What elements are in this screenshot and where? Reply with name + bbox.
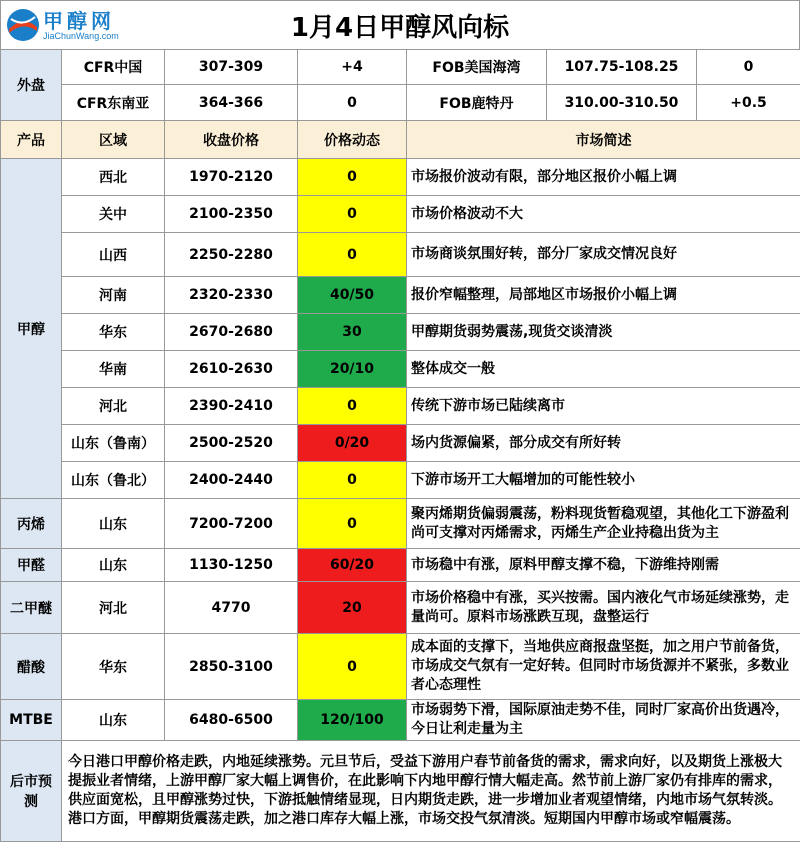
outer-chg2: 0 — [697, 50, 800, 85]
methanol-row — [1, 314, 800, 351]
price-cell: 1970-2120 — [165, 159, 298, 196]
methanol-row — [1, 277, 800, 314]
region-cell: 山西 — [62, 233, 165, 277]
product-row — [1, 582, 800, 634]
region-cell: 山东 — [62, 499, 165, 549]
change-cell: 0 — [298, 233, 407, 277]
region-cell: 华东 — [62, 314, 165, 351]
summary-cell: 市场价格波动不大 — [407, 196, 800, 233]
summary-cell: 市场价格稳中有涨，买兴按需。国内液化气市场延续涨势，走量尚可。原料市场涨跌互现，盘整运行 — [407, 582, 800, 634]
outer-label: 外盘 — [1, 50, 62, 121]
forecast-row — [1, 741, 800, 842]
region-cell: 山东 — [62, 549, 165, 582]
outer-price2: 107.75-108.25 — [547, 50, 697, 85]
region-cell: 河北 — [62, 582, 165, 634]
header-region: 区域 — [62, 121, 165, 159]
region-cell: 河南 — [62, 277, 165, 314]
price-cell: 2320-2330 — [165, 277, 298, 314]
price-cell: 7200-7200 — [165, 499, 298, 549]
change-cell: 20/10 — [298, 351, 407, 388]
outer-name2: FOB鹿特丹 — [407, 85, 547, 121]
product-cell: MTBE — [1, 700, 62, 741]
main-table — [0, 49, 800, 842]
product-cell: 甲醇 — [1, 159, 62, 499]
header — [0, 0, 800, 49]
column-header-row — [1, 121, 800, 159]
region-cell: 关中 — [62, 196, 165, 233]
region-cell: 西北 — [62, 159, 165, 196]
change-cell: 0 — [298, 196, 407, 233]
change-cell: 40/50 — [298, 277, 407, 314]
price-cell: 2250-2280 — [165, 233, 298, 277]
change-cell: 0 — [298, 634, 407, 700]
change-cell: 20 — [298, 582, 407, 634]
summary-cell: 市场弱势下滑，国际原油走势不佳，同时厂家高价出货遇冷，今日让利走量为主 — [407, 700, 800, 741]
outer-name1: CFR中国 — [62, 50, 165, 85]
product-cell: 甲醛 — [1, 549, 62, 582]
price-cell: 2390-2410 — [165, 388, 298, 425]
price-cell: 2850-3100 — [165, 634, 298, 700]
outer-row — [1, 50, 800, 85]
change-cell: 0 — [298, 462, 407, 499]
outer-chg2: +0.5 — [697, 85, 800, 121]
region-cell: 华东 — [62, 634, 165, 700]
outer-price1: 364-366 — [165, 85, 298, 121]
outer-row — [1, 85, 800, 121]
summary-cell: 成本面的支撑下，当地供应商报盘坚挺，加之用户节前备货，市场成交气氛有一定好转。但同时市场货源并不紧张，多数业者心态理性 — [407, 634, 800, 700]
summary-cell: 场内货源偏紧，部分成交有所好转 — [407, 425, 800, 462]
summary-cell: 市场报价波动有限，部分地区报价小幅上调 — [407, 159, 800, 196]
summary-cell: 整体成交一般 — [407, 351, 800, 388]
product-cell: 丙烯 — [1, 499, 62, 549]
price-cell: 1130-1250 — [165, 549, 298, 582]
forecast-text: 今日港口甲醇价格走跌，内地延续涨势。元旦节后，受益下游用户春节前备货的需求，需求向好，以及期货上涨极大提振业者情绪，上游甲醇厂家大幅上调售价，在此影响下内地甲醇行情大幅走高。然节前上游厂家仍有排库的需求，供应面宽松，且甲醇涨势过快，下游抵触情绪显现，日内期货走跌，进一步增加业者观望情绪，内地市场气氛转淡。港口方面，甲醇期货震荡走跌，加之港口库存大幅上涨，市场交投气氛清淡。短期国内甲醇市场或窄幅震荡。 — [62, 741, 800, 842]
summary-cell: 下游市场开工大幅增加的可能性较小 — [407, 462, 800, 499]
change-cell: 120/100 — [298, 700, 407, 741]
region-cell: 河北 — [62, 388, 165, 425]
page-title: 1月4日甲醇风向标 — [290, 13, 510, 43]
outer-name1: CFR东南亚 — [62, 85, 165, 121]
methanol-row — [1, 159, 800, 196]
product-row — [1, 634, 800, 700]
methanol-row — [1, 196, 800, 233]
price-cell: 4770 — [165, 582, 298, 634]
price-cell: 2610-2630 — [165, 351, 298, 388]
header-close: 收盘价格 — [165, 121, 298, 159]
summary-cell: 聚丙烯期货偏弱震荡，粉料现货暂稳观望，其他化工下游盈利尚可支撑对丙烯需求，丙烯生产企业持稳出货为主 — [407, 499, 800, 549]
change-cell: 0 — [298, 388, 407, 425]
price-cell: 2500-2520 — [165, 425, 298, 462]
summary-cell: 甲醇期货弱势震荡,现货交谈清淡 — [407, 314, 800, 351]
product-cell: 二甲醚 — [1, 582, 62, 634]
outer-price2: 310.00-310.50 — [547, 85, 697, 121]
logo-en: JiaChunWang.com — [43, 31, 119, 41]
forecast-label: 后市预测 — [1, 741, 62, 842]
header-product: 产品 — [1, 121, 62, 159]
header-summary: 市场简述 — [407, 121, 800, 159]
price-cell: 2400-2440 — [165, 462, 298, 499]
product-row — [1, 549, 800, 582]
region-cell: 华南 — [62, 351, 165, 388]
outer-name2: FOB美国海湾 — [407, 50, 547, 85]
methanol-row — [1, 351, 800, 388]
outer-price1: 307-309 — [165, 50, 298, 85]
methanol-row — [1, 233, 800, 277]
header-dynamic: 价格动态 — [298, 121, 407, 159]
outer-chg1: +4 — [298, 50, 407, 85]
price-cell: 6480-6500 — [165, 700, 298, 741]
summary-cell: 报价窄幅整理，局部地区市场报价小幅上调 — [407, 277, 800, 314]
change-cell: 0 — [298, 499, 407, 549]
product-cell: 醋酸 — [1, 634, 62, 700]
methanol-row — [1, 462, 800, 499]
change-cell: 0/20 — [298, 425, 407, 462]
summary-cell: 市场稳中有涨，原料甲醇支撑不稳，下游维持刚需 — [407, 549, 800, 582]
product-row — [1, 700, 800, 741]
product-row — [1, 499, 800, 549]
region-cell: 山东 — [62, 700, 165, 741]
methanol-row — [1, 425, 800, 462]
price-cell: 2670-2680 — [165, 314, 298, 351]
logo-cn: 甲醇网 — [43, 9, 115, 33]
summary-cell: 传统下游市场已陆续离市 — [407, 388, 800, 425]
summary-cell: 市场商谈氛围好转，部分厂家成交情况良好 — [407, 233, 800, 277]
change-cell: 60/20 — [298, 549, 407, 582]
change-cell: 30 — [298, 314, 407, 351]
region-cell: 山东（鲁北） — [62, 462, 165, 499]
region-cell: 山东（鲁南） — [62, 425, 165, 462]
methanol-row — [1, 388, 800, 425]
price-cell: 2100-2350 — [165, 196, 298, 233]
change-cell: 0 — [298, 159, 407, 196]
outer-chg1: 0 — [298, 85, 407, 121]
